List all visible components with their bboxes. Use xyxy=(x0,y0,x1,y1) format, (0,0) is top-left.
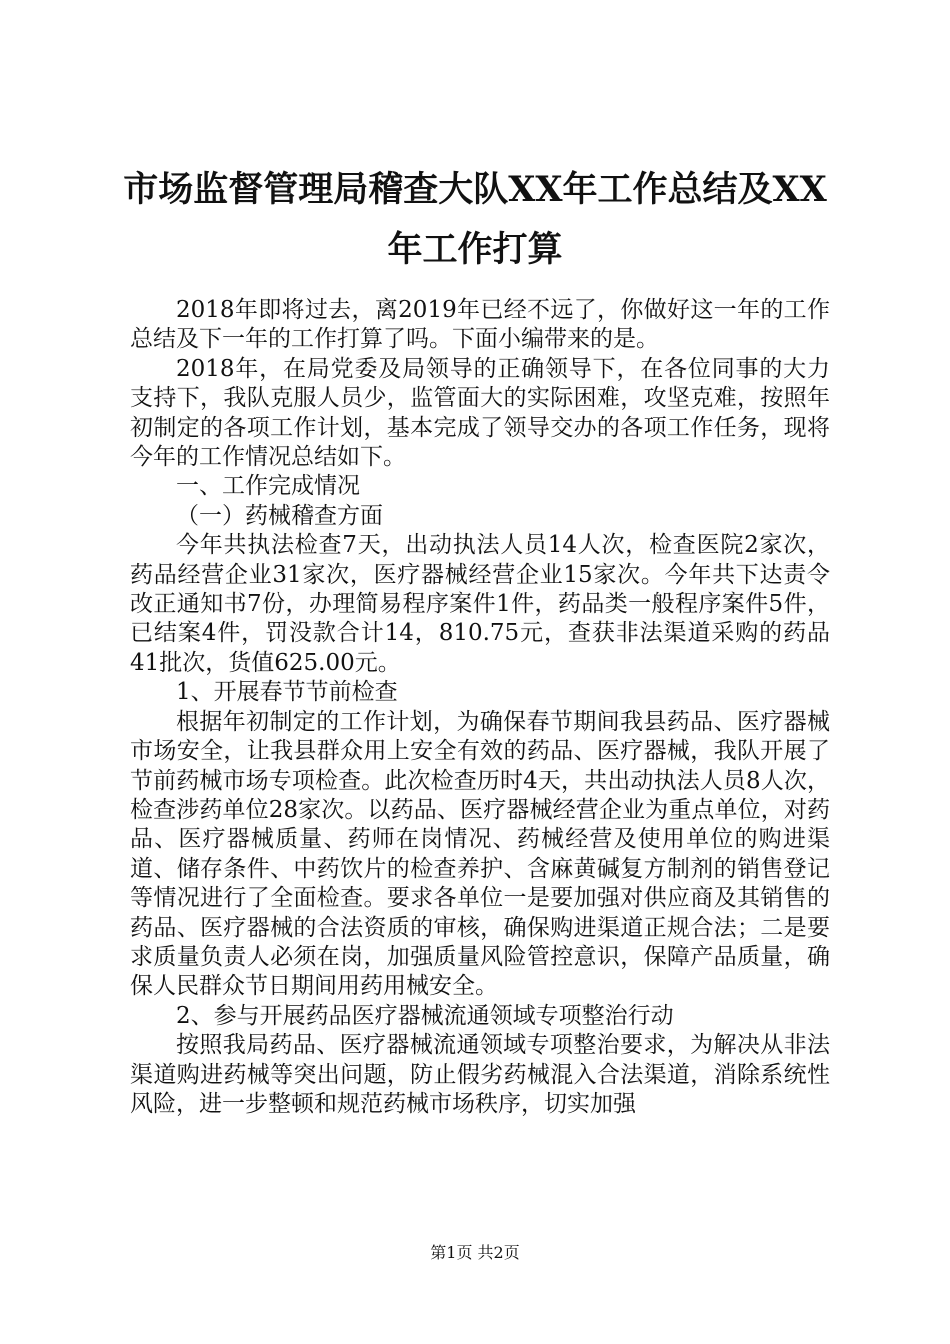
paragraph-statistics: 今年共执法检查7天，出动执法人员14人次，检查医院2家次，药品经营企业31家次，医疗器械经营企业15家次。今年共下达责令改正通知书7份，办理简易程序案件1件，药品类一般程序案件5件，已结案4件，罚没款合计14，810.75元，查获非法渠道采购的药品41批次，货值625.00元。 xyxy=(130,532,830,676)
item-heading-2: 2、参与开展药品医疗器械流通领域专项整治行动 xyxy=(176,1002,674,1029)
subsection-heading-1: （一）药械稽查方面 xyxy=(176,502,383,529)
paragraph-intro: 2018年即将过去，离2019年已经不远了，你做好这一年的工作总结及下一年的工作打算了吗。下面小编带来的是。 xyxy=(130,297,830,353)
item-heading-1: 1、开展春节节前检查 xyxy=(176,679,398,706)
paragraph-spring-festival-check: 根据年初制定的工作计划，为确保春节期间我县药品、医疗器械市场安全，让我县群众用上安全有效的药品、医疗器械，我队开展了节前药械市场专项检查。此次检查历时4天，共出动执法人员8人次，检查涉药单位28家次。以药品、医疗器械经营企业为重点单位，对药品、医疗器械质量、药师在岗情况、药械经营及使用单位的购进渠道、储存条件、中药饮片的检查养护、含麻黄碱复方制剂的销售登记等情况进行了全面检查。要求各单位一是要加强对供应商及其销售的药品、医疗器械的合法资质的审核，确保购进渠道正规合法；二是要求质量负责人必须在岗，加强质量风险管控意识，保障产品质量，确保人民群众节日期间用药用械安全。 xyxy=(130,708,830,1000)
section-heading-1: 一、工作完成情况 xyxy=(176,473,360,500)
paragraph-summary: 2018年，在局党委及局领导的正确领导下，在各位同事的大力支持下，我队克服人员少，监管面大的实际困难，攻坚克难，按照年初制定的各项工作计划，基本完成了领导交办的各项工作任务，现将今年的工作情况总结如下。 xyxy=(130,355,830,471)
page-footer: 第1页 共2页 xyxy=(430,1243,520,1262)
document-body xyxy=(130,296,830,1119)
paragraph-special-rectification: 按照我局药品、医疗器械流通领域专项整治要求，为解决从非法渠道购进药械等突出问题，防止假劣药械混入合法渠道，消除系统性风险，进一步整顿和规范药械市场秩序，切实加强 xyxy=(130,1032,830,1117)
document-title: 市场监督管理局稽查大队XX年工作总结及XX年工作打算 xyxy=(123,169,827,270)
